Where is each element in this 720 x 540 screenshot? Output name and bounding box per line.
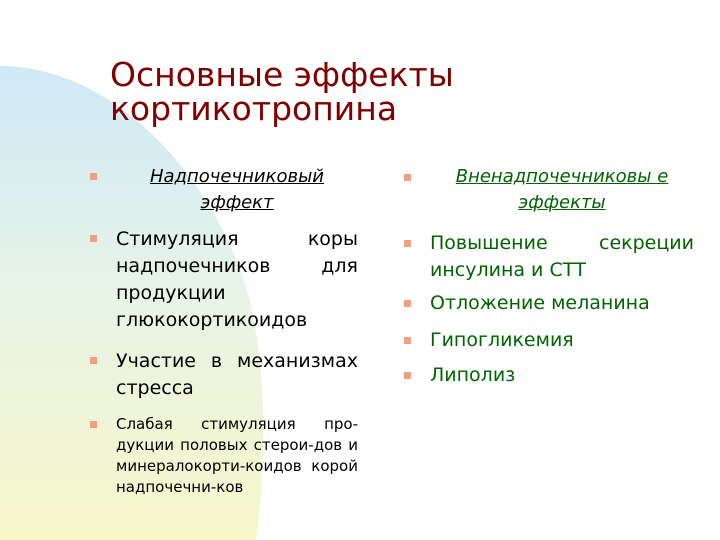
bullet-square-icon	[404, 372, 411, 379]
slide-title-line1: Основные эффекты	[110, 55, 454, 94]
bullet-square-icon	[90, 421, 97, 428]
list-item-text: Повышение секреции инсулина и СТТ	[430, 232, 694, 281]
list-item	[402, 230, 694, 284]
list-item-text: Стимуляция коры надпочечников для продукции глюкокортикоидов	[116, 228, 358, 331]
list-item	[402, 290, 694, 317]
bullet-square-icon	[404, 240, 411, 247]
list-item-text: Отложение меланина	[430, 292, 650, 314]
bullet-square-icon	[404, 174, 411, 181]
slide-title	[110, 55, 670, 128]
bullet-square-icon	[90, 357, 97, 364]
list-item-text: Участие в механизмах стресса	[116, 350, 358, 399]
list-item	[88, 414, 358, 498]
right-heading-item	[402, 164, 694, 216]
right-column	[402, 164, 694, 389]
left-column-heading: Надпочечниковый эффект	[149, 166, 324, 213]
slide-title-line2: кортикотропина	[110, 89, 398, 128]
bullet-square-icon	[404, 337, 411, 344]
list-item-text: Гипогликемия	[430, 329, 574, 351]
left-column	[88, 164, 358, 498]
list-item	[402, 362, 694, 389]
bullet-square-icon	[404, 300, 411, 307]
list-item	[88, 226, 358, 334]
left-heading-item	[88, 164, 358, 216]
bullet-square-icon	[90, 235, 97, 242]
list-item-text: Слабая стимуляция про-дукции половых стерои-дов и минералокорти-коидов корой надпочечни-ков	[116, 415, 358, 496]
list-item	[402, 327, 694, 354]
bullet-square-icon	[90, 173, 97, 180]
list-item	[88, 348, 358, 402]
right-column-heading: Вненадпочечниковы е эффекты	[455, 166, 669, 213]
list-item-text: Липолиз	[430, 364, 516, 386]
